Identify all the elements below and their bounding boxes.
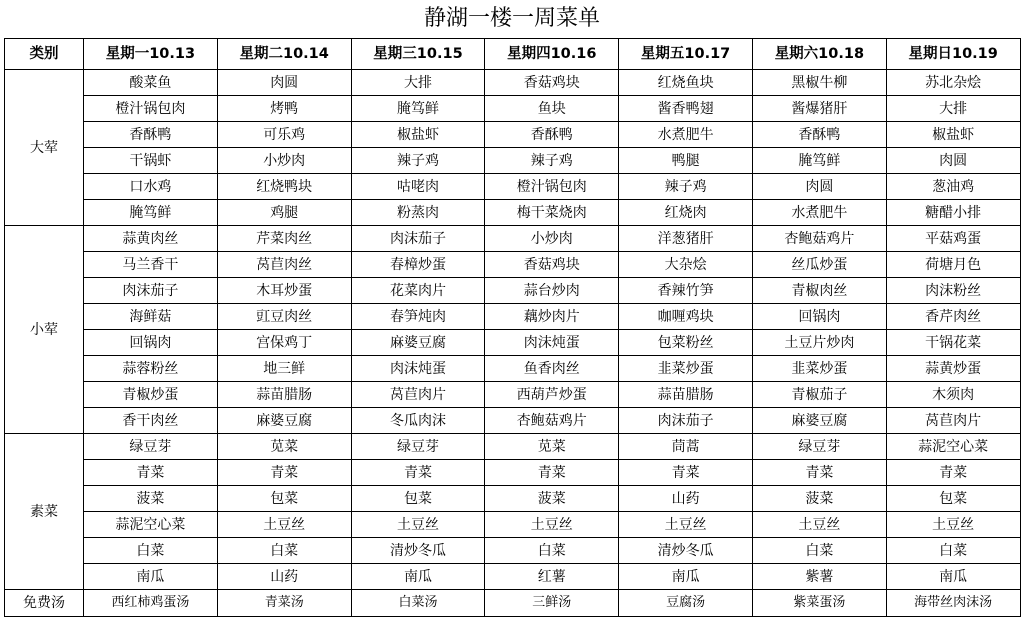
dish-cell: 青菜: [217, 460, 351, 486]
dish-cell: 香菇鸡块: [485, 252, 619, 278]
dish-cell: 酱爆猪肝: [752, 96, 886, 122]
dish-cell: 春樟炒蛋: [351, 252, 485, 278]
dish-cell: 马兰香干: [84, 252, 218, 278]
header-day: 星期五10.17: [619, 39, 753, 70]
dish-cell: 莴苣肉片: [351, 382, 485, 408]
header-category: 类别: [5, 39, 84, 70]
dish-cell: 小炒肉: [217, 148, 351, 174]
dish-cell: 麻婆豆腐: [351, 330, 485, 356]
header-day: 星期二10.14: [217, 39, 351, 70]
dish-cell: 水煮肥牛: [752, 200, 886, 226]
dish-cell: 山药: [619, 486, 753, 512]
dish-cell: 紫薯: [752, 564, 886, 590]
dish-cell: 青菜: [886, 460, 1020, 486]
menu-row: [5, 226, 1021, 252]
dish-cell: 白菜: [217, 538, 351, 564]
dish-cell: 青菜: [351, 460, 485, 486]
dish-cell: 香芹肉丝: [886, 304, 1020, 330]
dish-cell: 青椒肉丝: [752, 278, 886, 304]
menu-row: [5, 460, 1021, 486]
dish-cell: 橙汁锅包肉: [485, 174, 619, 200]
dish-cell: 南瓜: [619, 564, 753, 590]
dish-cell: 木须肉: [886, 382, 1020, 408]
dish-cell: 莴苣肉片: [886, 408, 1020, 434]
dish-cell: 韭菜炒蛋: [752, 356, 886, 382]
dish-cell: 南瓜: [886, 564, 1020, 590]
dish-cell: 鸭腿: [619, 148, 753, 174]
menu-row: [5, 434, 1021, 460]
dish-cell: 土豆丝: [619, 512, 753, 538]
dish-cell: 辣子鸡: [351, 148, 485, 174]
weekly-menu-table: [4, 38, 1021, 617]
menu-row: [5, 564, 1021, 590]
menu-row: [5, 200, 1021, 226]
dish-cell: 梅干菜烧肉: [485, 200, 619, 226]
dish-cell: 绿豆芽: [752, 434, 886, 460]
menu-row: [5, 122, 1021, 148]
dish-cell: 青椒炒蛋: [84, 382, 218, 408]
dish-cell: 海鲜菇: [84, 304, 218, 330]
dish-cell: 回锅肉: [84, 330, 218, 356]
dish-cell: 大杂烩: [619, 252, 753, 278]
dish-cell: 西葫芦炒蛋: [485, 382, 619, 408]
dish-cell: 包菜粉丝: [619, 330, 753, 356]
menu-row: [5, 382, 1021, 408]
dish-cell: 杏鲍菇鸡片: [752, 226, 886, 252]
page-title: 静湖一楼一周菜单: [423, 6, 600, 31]
header-day: 星期一10.13: [84, 39, 218, 70]
dish-cell: 包菜: [886, 486, 1020, 512]
dish-cell: 土豆丝: [752, 512, 886, 538]
dish-cell: 麻婆豆腐: [752, 408, 886, 434]
dish-cell: 菠菜: [84, 486, 218, 512]
dish-cell: 宫保鸡丁: [217, 330, 351, 356]
dish-cell: 苏北杂烩: [886, 70, 1020, 96]
dish-cell: 蒜苗腊肠: [217, 382, 351, 408]
dish-cell: 豇豆肉丝: [217, 304, 351, 330]
dish-cell: 口水鸡: [84, 174, 218, 200]
dish-cell: 蒜台炒肉: [485, 278, 619, 304]
dish-cell: 肉沫粉丝: [886, 278, 1020, 304]
dish-cell: 香菇鸡块: [485, 70, 619, 96]
category-label: 免费汤: [5, 590, 84, 617]
dish-cell: 大排: [886, 96, 1020, 122]
dish-cell: 白菜: [485, 538, 619, 564]
dish-cell: 肉沫茄子: [351, 226, 485, 252]
menu-row: [5, 356, 1021, 382]
dish-cell: 冬瓜肉沫: [351, 408, 485, 434]
menu-row: [5, 70, 1021, 96]
dish-cell: 干锅花菜: [886, 330, 1020, 356]
dish-cell: 南瓜: [84, 564, 218, 590]
dish-cell: 水煮肥牛: [619, 122, 753, 148]
dish-cell: 香干肉丝: [84, 408, 218, 434]
dish-cell: 青菜: [485, 460, 619, 486]
dish-cell: 白菜: [752, 538, 886, 564]
dish-cell: 平菇鸡蛋: [886, 226, 1020, 252]
menu-row: [5, 408, 1021, 434]
dish-cell: 芹菜肉丝: [217, 226, 351, 252]
dish-cell: 蒜泥空心菜: [886, 434, 1020, 460]
dish-cell: 香酥鸭: [485, 122, 619, 148]
dish-cell: 蒜泥空心菜: [84, 512, 218, 538]
menu-row: [5, 330, 1021, 356]
dish-cell: 肉沫茄子: [84, 278, 218, 304]
dish-cell: 包菜: [217, 486, 351, 512]
dish-cell: 红烧鸭块: [217, 174, 351, 200]
dish-cell: 辣子鸡: [619, 174, 753, 200]
dish-cell: 南瓜: [351, 564, 485, 590]
dish-cell: 清炒冬瓜: [619, 538, 753, 564]
dish-cell: 酱香鸭翅: [619, 96, 753, 122]
dish-cell: 土豆丝: [485, 512, 619, 538]
dish-cell: 葱油鸡: [886, 174, 1020, 200]
dish-cell: 腌笃鲜: [752, 148, 886, 174]
soup-cell: 豆腐汤: [619, 590, 753, 617]
dish-cell: 腌笃鲜: [351, 96, 485, 122]
dish-cell: 糖醋小排: [886, 200, 1020, 226]
dish-cell: 香辣竹笋: [619, 278, 753, 304]
category-label: 大荤: [5, 70, 84, 226]
soup-cell: 白菜汤: [351, 590, 485, 617]
dish-cell: 鱼香肉丝: [485, 356, 619, 382]
soup-row: [5, 590, 1021, 617]
dish-cell: 腌笃鲜: [84, 200, 218, 226]
dish-cell: 韭菜炒蛋: [619, 356, 753, 382]
dish-cell: 鸡腿: [217, 200, 351, 226]
soup-cell: 三鲜汤: [485, 590, 619, 617]
dish-cell: 绿豆芽: [351, 434, 485, 460]
dish-cell: 黑椒牛柳: [752, 70, 886, 96]
dish-cell: 椒盐虾: [351, 122, 485, 148]
dish-cell: 青菜: [752, 460, 886, 486]
dish-cell: 咖喱鸡块: [619, 304, 753, 330]
soup-cell: 西红柿鸡蛋汤: [84, 590, 218, 617]
dish-cell: 麻婆豆腐: [217, 408, 351, 434]
dish-cell: 土豆丝: [217, 512, 351, 538]
dish-cell: 地三鲜: [217, 356, 351, 382]
dish-cell: 菠菜: [752, 486, 886, 512]
soup-cell: 紫菜蛋汤: [752, 590, 886, 617]
dish-cell: 蒜黄肉丝: [84, 226, 218, 252]
dish-cell: 肉圆: [752, 174, 886, 200]
menu-row: [5, 174, 1021, 200]
dish-cell: 木耳炒蛋: [217, 278, 351, 304]
header-day: 星期日10.19: [886, 39, 1020, 70]
dish-cell: 藕炒肉片: [485, 304, 619, 330]
dish-cell: 大排: [351, 70, 485, 96]
menu-row: [5, 538, 1021, 564]
dish-cell: 肉圆: [217, 70, 351, 96]
dish-cell: 花菜肉片: [351, 278, 485, 304]
dish-cell: 白菜: [886, 538, 1020, 564]
dish-cell: 肉沫炖蛋: [485, 330, 619, 356]
dish-cell: 春笋炖肉: [351, 304, 485, 330]
header-day: 星期六10.18: [752, 39, 886, 70]
dish-cell: 肉沫茄子: [619, 408, 753, 434]
soup-cell: 青菜汤: [217, 590, 351, 617]
dish-cell: 肉沫炖蛋: [351, 356, 485, 382]
dish-cell: 橙汁锅包肉: [84, 96, 218, 122]
dish-cell: 莴苣肉丝: [217, 252, 351, 278]
dish-cell: 青菜: [84, 460, 218, 486]
dish-cell: 鱼块: [485, 96, 619, 122]
dish-cell: 青椒茄子: [752, 382, 886, 408]
menu-row: [5, 486, 1021, 512]
dish-cell: 香酥鸭: [752, 122, 886, 148]
menu-row: [5, 304, 1021, 330]
menu-row: [5, 252, 1021, 278]
category-label: 小荤: [5, 226, 84, 434]
dish-cell: 苋菜: [485, 434, 619, 460]
dish-cell: 小炒肉: [485, 226, 619, 252]
dish-cell: 绿豆芽: [84, 434, 218, 460]
dish-cell: 荷塘月色: [886, 252, 1020, 278]
menu-row: [5, 278, 1021, 304]
dish-cell: 茼蒿: [619, 434, 753, 460]
header-day: 星期四10.16: [485, 39, 619, 70]
dish-cell: 土豆丝: [886, 512, 1020, 538]
dish-cell: 红烧鱼块: [619, 70, 753, 96]
dish-cell: 白菜: [84, 538, 218, 564]
menu-row: [5, 96, 1021, 122]
dish-cell: 山药: [217, 564, 351, 590]
dish-cell: 酸菜鱼: [84, 70, 218, 96]
dish-cell: 回锅肉: [752, 304, 886, 330]
dish-cell: 粉蒸肉: [351, 200, 485, 226]
dish-cell: 洋葱猪肝: [619, 226, 753, 252]
soup-cell: 海带丝肉沫汤: [886, 590, 1020, 617]
dish-cell: 可乐鸡: [217, 122, 351, 148]
header-day: 星期三10.15: [351, 39, 485, 70]
dish-cell: 蒜苗腊肠: [619, 382, 753, 408]
dish-cell: 咕咾肉: [351, 174, 485, 200]
dish-cell: 土豆丝: [351, 512, 485, 538]
category-label: 素菜: [5, 434, 84, 590]
dish-cell: 土豆片炒肉: [752, 330, 886, 356]
menu-row: [5, 148, 1021, 174]
menu-row: [5, 512, 1021, 538]
dish-cell: 蒜黄炒蛋: [886, 356, 1020, 382]
dish-cell: 苋菜: [217, 434, 351, 460]
dish-cell: 红薯: [485, 564, 619, 590]
dish-cell: 青菜: [619, 460, 753, 486]
dish-cell: 椒盐虾: [886, 122, 1020, 148]
dish-cell: 辣子鸡: [485, 148, 619, 174]
dish-cell: 杏鲍菇鸡片: [485, 408, 619, 434]
dish-cell: 丝瓜炒蛋: [752, 252, 886, 278]
dish-cell: 干锅虾: [84, 148, 218, 174]
header-row: [5, 39, 1021, 70]
dish-cell: 肉圆: [886, 148, 1020, 174]
dish-cell: 清炒冬瓜: [351, 538, 485, 564]
dish-cell: 烤鸭: [217, 96, 351, 122]
dish-cell: 包菜: [351, 486, 485, 512]
dish-cell: 蒜蓉粉丝: [84, 356, 218, 382]
dish-cell: 菠菜: [485, 486, 619, 512]
dish-cell: 香酥鸭: [84, 122, 218, 148]
dish-cell: 红烧肉: [619, 200, 753, 226]
